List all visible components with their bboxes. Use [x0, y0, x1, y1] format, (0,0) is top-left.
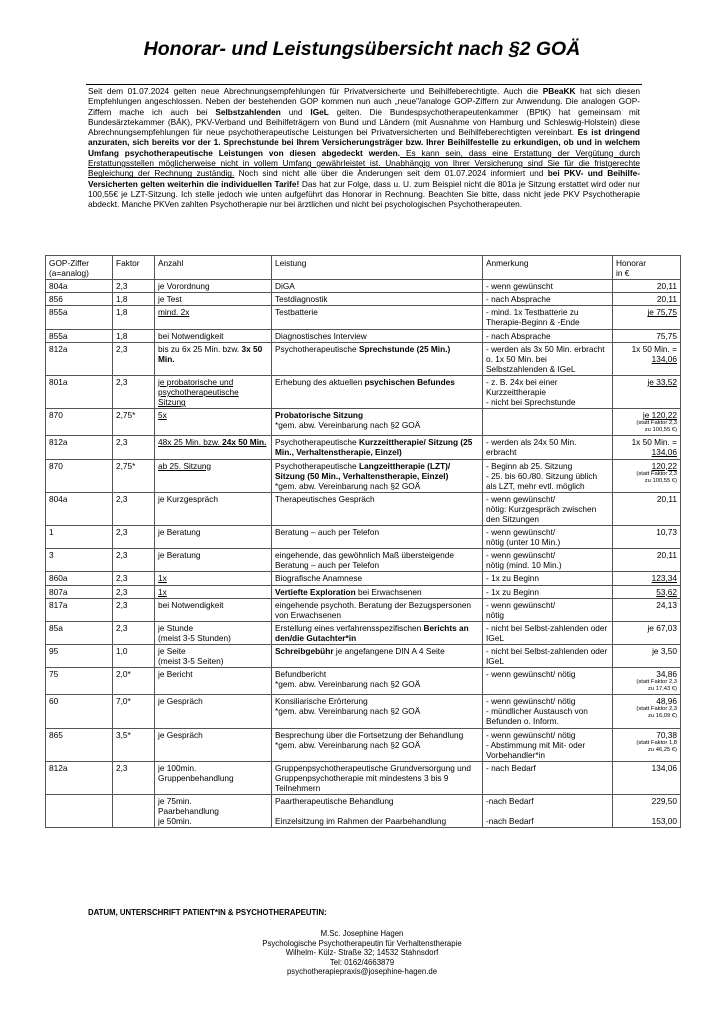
cell-leistung: Probatorische Sitzung *gem. abw. Vereinbarung nach §2 GOÄ [272, 409, 483, 436]
cell-ziffer: 1 [46, 526, 113, 549]
intro-warning: Es ist dringend anzuraten, sich bereits vor der 1. Sprechstunde bei Ihrem Versicherungsträger bzw. Ihrer Beihilfestelle zu erkundigen, ob und in welchem Umfang psychotherapeutische Leistungen von diesen abgedeckt werden. [88, 127, 640, 158]
table-row [46, 761, 681, 794]
cell-honorar: 229,50 153,00 [613, 795, 681, 828]
table-row [46, 668, 681, 695]
cell-anzahl: 1x [155, 572, 272, 585]
cell-leistung: Paartherapeutische Behandlung Einzelsitzung im Rahmen der Paarbehandlung [272, 795, 483, 828]
cell-anmerkung: - wenn gewünscht/ nötig [483, 598, 613, 621]
cell-anmerkung: - 1x zu Beginn [483, 585, 613, 598]
cell-anzahl: 1x [155, 585, 272, 598]
cell-ziffer: 804a [46, 492, 113, 525]
cell-anmerkung: - wenn gewünscht/ nötig: Kurzgespräch zwischen den Sitzungen [483, 492, 613, 525]
cell-anzahl: 48x 25 Min. bzw. 24x 50 Min. [155, 436, 272, 459]
cell-faktor: 2,3 [113, 342, 155, 375]
cell-ziffer: 870 [46, 409, 113, 436]
cell-faktor: 1,0 [113, 645, 155, 668]
cell-leistung: Gruppenpsychotherapeutische Grundversorgung und Gruppenpsychotherapie mit mindestens 3 bis 9 Teilnehmern [272, 761, 483, 794]
cell-faktor: 2,3 [113, 492, 155, 525]
cell-ziffer: 855a [46, 329, 113, 342]
cell-faktor: 2,3 [113, 621, 155, 644]
cell-ziffer: 865 [46, 728, 113, 761]
cell-faktor: 2,3 [113, 761, 155, 794]
cell-ziffer: 85a [46, 621, 113, 644]
cell-anmerkung: - wenn gewünscht [483, 280, 613, 293]
cell-anzahl: je Seite (meist 3-5 Seiten) [155, 645, 272, 668]
cell-faktor: 2,3 [113, 549, 155, 572]
footer-address: Wilhelm- Külz- Straße 32; 14532 Stahnsdorf [285, 948, 439, 958]
intro-paragraph [88, 86, 640, 210]
cell-leistung: Therapeutisches Gespräch [272, 492, 483, 525]
footer-name: M.Sc. Josephine Hagen [320, 929, 404, 938]
cell-honorar: 34,86 (statt Faktor 2,3 zu 17,43 €) [613, 668, 681, 695]
cell-leistung: Besprechung über die Fortsetzung der Behandlung *gem. abw. Vereinbarung nach §2 GOÄ [272, 728, 483, 761]
intro-text-2: hat sich diesen Empfehlungen angeschlossen. Neben der bestehenden GOP kommen nun auch „neue"/analoge GOP-Ziffern zur Anwendung. Die analogen GOP-Ziffern mache ich auch bei [88, 86, 640, 117]
cell-leistung: Beratung – auch per Telefon [272, 526, 483, 549]
cell-honorar: 1x 50 Min. = 134,06 [613, 436, 681, 459]
cell-anmerkung [483, 409, 613, 436]
cell-faktor: 2,3 [113, 375, 155, 408]
cell-leistung: Psychotherapeutische Sprechstunde (25 Min.) [272, 342, 483, 375]
table-row [46, 526, 681, 549]
cell-anmerkung: - mind. 1x Testbatterie zu Therapie-Beginn & -Ende [483, 306, 613, 329]
cell-anmerkung: - wenn gewünscht/ nötig (unter 10 Min.) [483, 526, 613, 549]
cell-faktor [113, 795, 155, 828]
table-row [46, 293, 681, 306]
cell-leistung: Vertiefte Exploration bei Erwachsenen [272, 585, 483, 598]
table-row [46, 598, 681, 621]
cell-anzahl: bis zu 6x 25 Min. bzw. 3x 50 Min. [155, 342, 272, 375]
cell-anzahl: je Gespräch [155, 695, 272, 728]
table-row [46, 342, 681, 375]
cell-faktor: 2,3 [113, 585, 155, 598]
cell-honorar: je 3,50 [613, 645, 681, 668]
table-row [46, 306, 681, 329]
cell-honorar: 75,75 [613, 329, 681, 342]
cell-anmerkung: - wenn gewünscht/ nötig [483, 668, 613, 695]
cell-anzahl: 5x [155, 409, 272, 436]
cell-leistung: Psychotherapeutische Langzeittherapie (LZT)/ Sitzung (50 Min., Verhaltenstherapie, Einzel) *gem. abw. Vereinbarung nach §2 GOÄ [272, 459, 483, 492]
footer-phone: Tel: 0162/4663879 [329, 957, 395, 967]
cell-anzahl: je Gespräch [155, 728, 272, 761]
cell-faktor: 2,75* [113, 409, 155, 436]
table-row [46, 621, 681, 644]
cell-honorar: 20,11 [613, 549, 681, 572]
cell-anzahl: bei Notwendigkeit [155, 598, 272, 621]
cell-anzahl: je 100min. Gruppenbehandlung [155, 761, 272, 794]
header-anzahl: Anzahl [155, 256, 272, 280]
intro-text-5: Das hat zur Folge, dass u. U. zum Beispiel nicht die 801a je Sitzung erstattet wird oder nur 100,55€ je LZT-Sitzung. Ich stelle jedoch wie unten aufgeführt das Honorar in Rechnung. Beachten Sie bitte, dass nicht jede PKV Psychotherapie abdeckt. Manche PKVen zahlten Psychotherapie nur bei ärztlichen und nicht bei psychologischen Psychotherapeuten. [88, 178, 640, 210]
cell-anzahl: mind. 2x [155, 306, 272, 329]
page-title: Honorar- und Leistungsübersicht nach §2 GOÄ [143, 38, 581, 60]
fee-table [45, 255, 681, 828]
cell-anmerkung: - Beginn ab 25. Sitzung - 25. bis 60./80. Sitzung üblich als LZT, mehr evtl. möglich [483, 459, 613, 492]
cell-anmerkung: - nicht bei Selbst-zahlenden oder IGeL [483, 621, 613, 644]
cell-ziffer: 870 [46, 459, 113, 492]
cell-faktor: 2,0* [113, 668, 155, 695]
table-row [46, 436, 681, 459]
cell-leistung: DiGA [272, 280, 483, 293]
cell-honorar: 10,73 [613, 526, 681, 549]
cell-leistung: Diagnostisches Interview [272, 329, 483, 342]
cell-faktor: 2,3 [113, 572, 155, 585]
table-row [46, 795, 681, 828]
cell-honorar: 1x 50 Min. = 134,06 [613, 342, 681, 375]
cell-anzahl: je Vorordnung [155, 280, 272, 293]
cell-honorar: je 33,52 [613, 375, 681, 408]
header-faktor: Faktor [113, 256, 155, 280]
table-row [46, 329, 681, 342]
cell-honorar: 20,11 [613, 280, 681, 293]
cell-anmerkung: - 1x zu Beginn [483, 572, 613, 585]
cell-anmerkung: - nach Absprache [483, 329, 613, 342]
cell-anmerkung: - wenn gewünscht/ nötig (mind. 10 Min.) [483, 549, 613, 572]
cell-faktor: 3,5* [113, 728, 155, 761]
table-row [46, 459, 681, 492]
cell-anzahl: je Test [155, 293, 272, 306]
signature-label: DATUM, UNTERSCHRIFT PATIENT*IN & PSYCHOTHERAPEUTIN: [88, 908, 327, 917]
cell-ziffer: 817a [46, 598, 113, 621]
table-row [46, 492, 681, 525]
cell-anmerkung: - nicht bei Selbst-zahlenden oder IGeL [483, 645, 613, 668]
cell-leistung: Psychotherapeutische Kurzzeittherapie/ Sitzung (25 Min., Verhaltenstherapie, Einzel) [272, 436, 483, 459]
cell-faktor: 2,3 [113, 598, 155, 621]
cell-leistung: Testbatterie [272, 306, 483, 329]
cell-ziffer: 804a [46, 280, 113, 293]
cell-honorar: 134,06 [613, 761, 681, 794]
cell-anmerkung: - z. B. 24x bei einer Kurzzeittherapie - nicht bei Sprechstunde [483, 375, 613, 408]
cell-anzahl: je Beratung [155, 549, 272, 572]
cell-leistung: Erhebung des aktuellen psychischen Befundes [272, 375, 483, 408]
cell-faktor: 2,3 [113, 280, 155, 293]
header-ziffer: GOP-Ziffer (a=analog) [46, 256, 113, 280]
header-anmerkung: Anmerkung [483, 256, 613, 280]
intro-pbeakk: PBeaKK [542, 86, 576, 96]
cell-ziffer: 855a [46, 306, 113, 329]
cell-honorar: je 75,75 [613, 306, 681, 329]
cell-faktor: 1,8 [113, 293, 155, 306]
cell-ziffer: 860a [46, 572, 113, 585]
cell-anmerkung: - werden als 3x 50 Min. erbracht o. 1x 50 Min. bei Selbstzahlenden & IGeL [483, 342, 613, 375]
cell-ziffer: 812a [46, 436, 113, 459]
cell-honorar: 48,96 (statt Faktor 2,3 zu 16,09 €) [613, 695, 681, 728]
cell-faktor: 2,3 [113, 526, 155, 549]
cell-ziffer: 807a [46, 585, 113, 598]
table-row [46, 549, 681, 572]
cell-honorar: 20,11 [613, 492, 681, 525]
table-row [46, 645, 681, 668]
intro-tarife-note: bei PKV- und Beihilfe-Versicherten gelten weiterhin die individuellen Tarife! [88, 168, 640, 189]
cell-ziffer: 60 [46, 695, 113, 728]
cell-honorar: je 67,03 [613, 621, 681, 644]
cell-honorar: 70,38 (statt Faktor 1,8 zu 46,25 €) [613, 728, 681, 761]
table-row [46, 280, 681, 293]
cell-leistung: Schreibgebühr je angefangene DIN A 4 Seite [272, 645, 483, 668]
cell-ziffer: 856 [46, 293, 113, 306]
cell-ziffer: 812a [46, 761, 113, 794]
intro-text-and: und [280, 106, 311, 117]
table-row [46, 375, 681, 408]
header-honorar: Honorar in € [613, 256, 681, 280]
intro-underlined-note: Es kann sein, dass eine Erstattung der Vergütung durch Erstattungsstellen möglicherweise nicht in vollem Umfang gewährleistet ist. Unabhängig von Ihrer Versicherung sind Sie für die fristgerechte Begleichung der Rechnung zuständig. [88, 147, 640, 179]
cell-anmerkung: - wenn gewünscht/ nötig - Abstimmung mit Mit- oder Vorbehandler*in [483, 728, 613, 761]
footer-email: psychotherapiepraxis@josephine-hagen.de [286, 967, 438, 977]
cell-ziffer: 801a [46, 375, 113, 408]
cell-honorar: 53,62 [613, 585, 681, 598]
cell-faktor: 2,3 [113, 436, 155, 459]
cell-anmerkung: - nach Bedarf [483, 761, 613, 794]
cell-anmerkung: - nach Absprache [483, 293, 613, 306]
cell-anzahl: je Bericht [155, 668, 272, 695]
cell-anzahl: bei Notwendigkeit [155, 329, 272, 342]
cell-leistung: Biografische Anamnese [272, 572, 483, 585]
cell-honorar: 20,11 [613, 293, 681, 306]
cell-leistung: Erstellung eines verfahrensspezifischen Berichts an den/die Gutachter*in [272, 621, 483, 644]
cell-leistung: eingehende psychoth. Beratung der Bezugspersonen von Erwachsenen [272, 598, 483, 621]
cell-leistung: Befundbericht *gem. abw. Vereinbarung nach §2 GOÄ [272, 668, 483, 695]
cell-honorar: 24,13 [613, 598, 681, 621]
footer-role: Psychologische Psychotherapeutin für Verhaltenstherapie [262, 938, 462, 948]
cell-honorar: je 120,22 (statt Faktor 2,3 zu 100,55 €) [613, 409, 681, 436]
header-leistung: Leistung [272, 256, 483, 280]
intro-text-3: gelten. Die Bundespsychotherapeutenkammer (BPtK) hat gemeinsam mit Bundesärztekammer (BÄK), PKV-Verband und Beihilfeträgern von Bund und Ländern (mit Ausnahme von Hamburg und Schleswig-Holstein) diese Abrechnungsempfehlungen für neue psychotherapeutische Leistungen bei Privatversicherten und Beihilfeberechtigten vereinbart. [88, 106, 640, 138]
cell-anzahl: je Beratung [155, 526, 272, 549]
cell-leistung: Testdiagnostik [272, 293, 483, 306]
cell-honorar: 123,34 [613, 572, 681, 585]
cell-faktor: 2,75* [113, 459, 155, 492]
cell-ziffer: 95 [46, 645, 113, 668]
cell-ziffer [46, 795, 113, 828]
cell-faktor: 1,8 [113, 329, 155, 342]
intro-selbstzahlende: Selbstzahlenden [215, 106, 281, 117]
cell-anzahl: je 75min. Paarbehandlung je 50min. [155, 795, 272, 828]
cell-ziffer: 75 [46, 668, 113, 695]
table-row [46, 728, 681, 761]
cell-faktor: 1,8 [113, 306, 155, 329]
intro-text-1: Seit dem 01.07.2024 gelten neue Abrechnungsempfehlungen für Privatversicherte und Beihilfeberechtigte. Auch die [88, 86, 543, 96]
cell-anzahl: ab 25. Sitzung [155, 459, 272, 492]
table-row [46, 409, 681, 436]
cell-anzahl: je probatorische und psychotherapeutische Sitzung [155, 375, 272, 408]
cell-anmerkung: -nach Bedarf -nach Bedarf [483, 795, 613, 828]
cell-ziffer: 812a [46, 342, 113, 375]
intro-igel: IGeL [310, 106, 329, 117]
table-header-row [46, 256, 681, 280]
cell-anmerkung: - wenn gewünscht/ nötig - mündlicher Austausch von Befunden o. Inform. [483, 695, 613, 728]
cell-honorar: 120,22 (statt Faktor 2,3 zu 100,55 €) [613, 459, 681, 492]
cell-anmerkung: - werden als 24x 50 Min. erbracht [483, 436, 613, 459]
table-row [46, 585, 681, 598]
cell-anzahl: je Stunde (meist 3-5 Stunden) [155, 621, 272, 644]
cell-leistung: Konsiliarische Erörterung *gem. abw. Vereinbarung nach §2 GOÄ [272, 695, 483, 728]
cell-anzahl: je Kurzgespräch [155, 492, 272, 525]
cell-leistung: eingehende, das gewöhnlich Maß übersteigende Beratung – auch per Telefon [272, 549, 483, 572]
cell-ziffer: 3 [46, 549, 113, 572]
intro-text-4: Noch sind nicht alle über die Änderungen seit dem 01.07.2024 informiert und [234, 168, 548, 179]
table-row [46, 695, 681, 728]
table-row [46, 572, 681, 585]
top-rule [86, 84, 642, 85]
footer-contact [0, 929, 724, 977]
cell-faktor: 7,0* [113, 695, 155, 728]
